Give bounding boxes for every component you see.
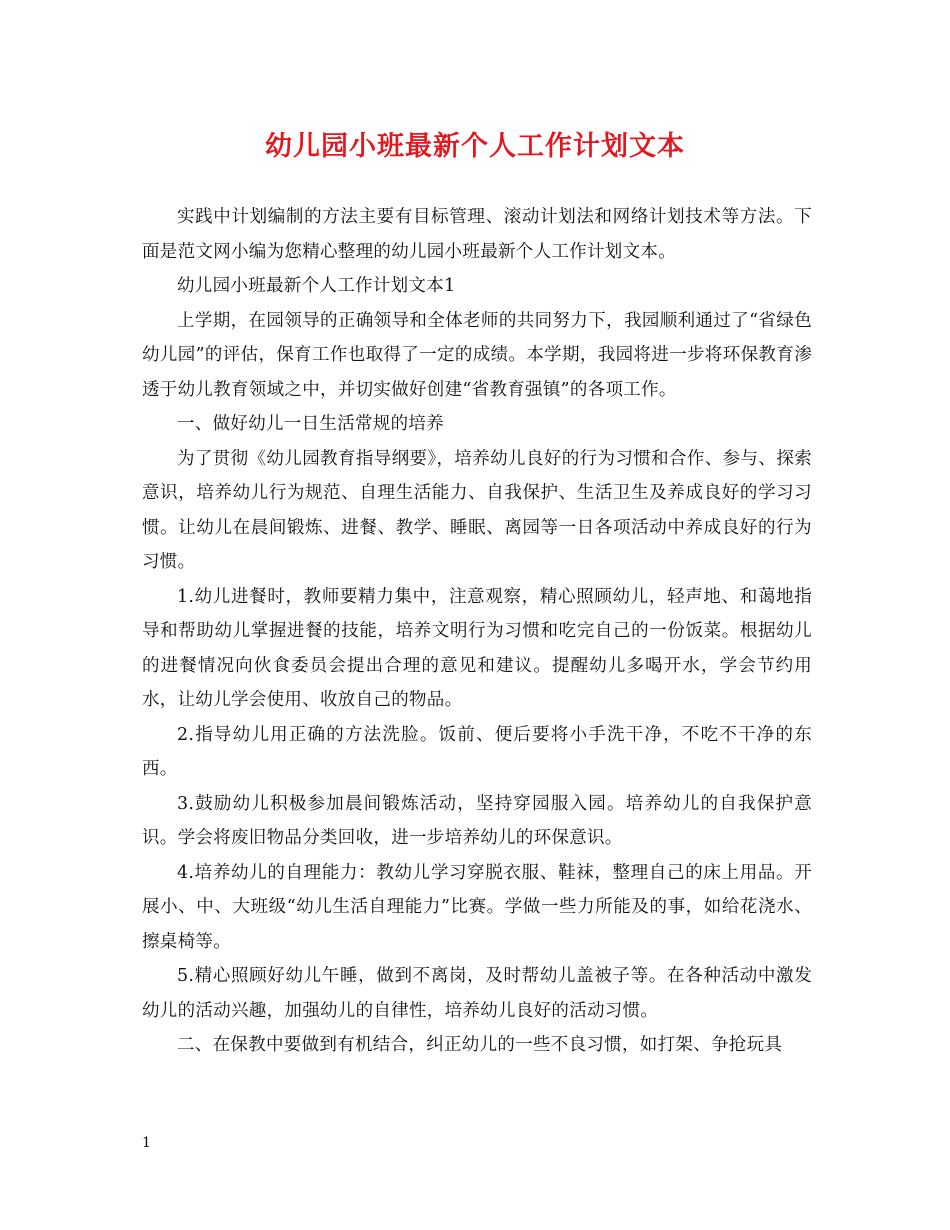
list-item-2: 2.指导幼儿用正确的方法洗脸。饭前、便后要将小手洗干净，不吃不干净的东西。 [142,724,812,779]
paragraph-overview: 上学期，在园领导的正确领导和全体老师的共同努力下，我园顺利通过了“省绿色幼儿园”的评估，保育工作也取得了一定的成绩。本学期，我园将进一步将环保教育渗透于幼儿教育领域之中，并切实做好创建“省教育强镇”的各项工作。 [142,310,812,400]
section-heading-plan-1: 幼儿园小班最新个人工作计划文本1 [177,276,456,296]
page-number: 1 [142,1135,151,1151]
document-body [142,200,812,1063]
document-title: 幼儿园小班最新个人工作计划文本 [265,131,685,162]
list-item-4: 4.培养幼儿的自理能力：教幼儿学习穿脱衣服、鞋袜，整理自己的床上用品。开展小、中、大班级“幼儿生活自理能力”比赛。学做一些力所能及的事，如给花浇水、擦桌椅等。 [142,862,812,952]
paragraph-intro: 实践中计划编制的方法主要有目标管理、滚动计划法和网络计划技术等方法。下面是范文网小编为您精心整理的幼儿园小班最新个人工作计划文本。 [142,207,812,262]
list-item-1: 1.幼儿进餐时，教师要精力集中，注意观察，精心照顾幼儿，轻声地、和蔼地指导和帮助幼儿掌握进餐的技能，培养文明行为习惯和吃完自己的一份饭菜。根据幼儿的进餐情况向伙食委员会提出合理的意见和建议。提醒幼儿多喝开水，学会节约用水，让幼儿学会使用、收放自己的物品。 [142,586,812,710]
section-heading-daily-routine: 一、做好幼儿一日生活常规的培养 [177,414,444,434]
section-heading-care-education: 二、在保教中要做到有机结合，纠正幼儿的一些不良习惯，如打架、争抢玩具 [177,1035,783,1055]
list-item-3: 3.鼓励幼儿积极参加晨间锻炼活动，坚持穿园服入园。培养幼儿的自我保护意识。学会将废旧物品分类回收，进一步培养幼儿的环保意识。 [142,793,812,848]
list-item-5: 5.精心照顾好幼儿午睡，做到不离岗，及时帮幼儿盖被子等。在各种活动中激发幼儿的活动兴趣，加强幼儿的自律性，培养幼儿良好的活动习惯。 [142,966,812,1021]
paragraph-guideline: 为了贯彻《幼儿园教育指导纲要》，培养幼儿良好的行为习惯和合作、参与、探索意识，培养幼儿行为规范、自理生活能力、自我保护、生活卫生及养成良好的学习习惯。让幼儿在晨间锻炼、进餐、教学、睡眠、离园等一日各项活动中养成良好的行为习惯。 [142,448,812,572]
